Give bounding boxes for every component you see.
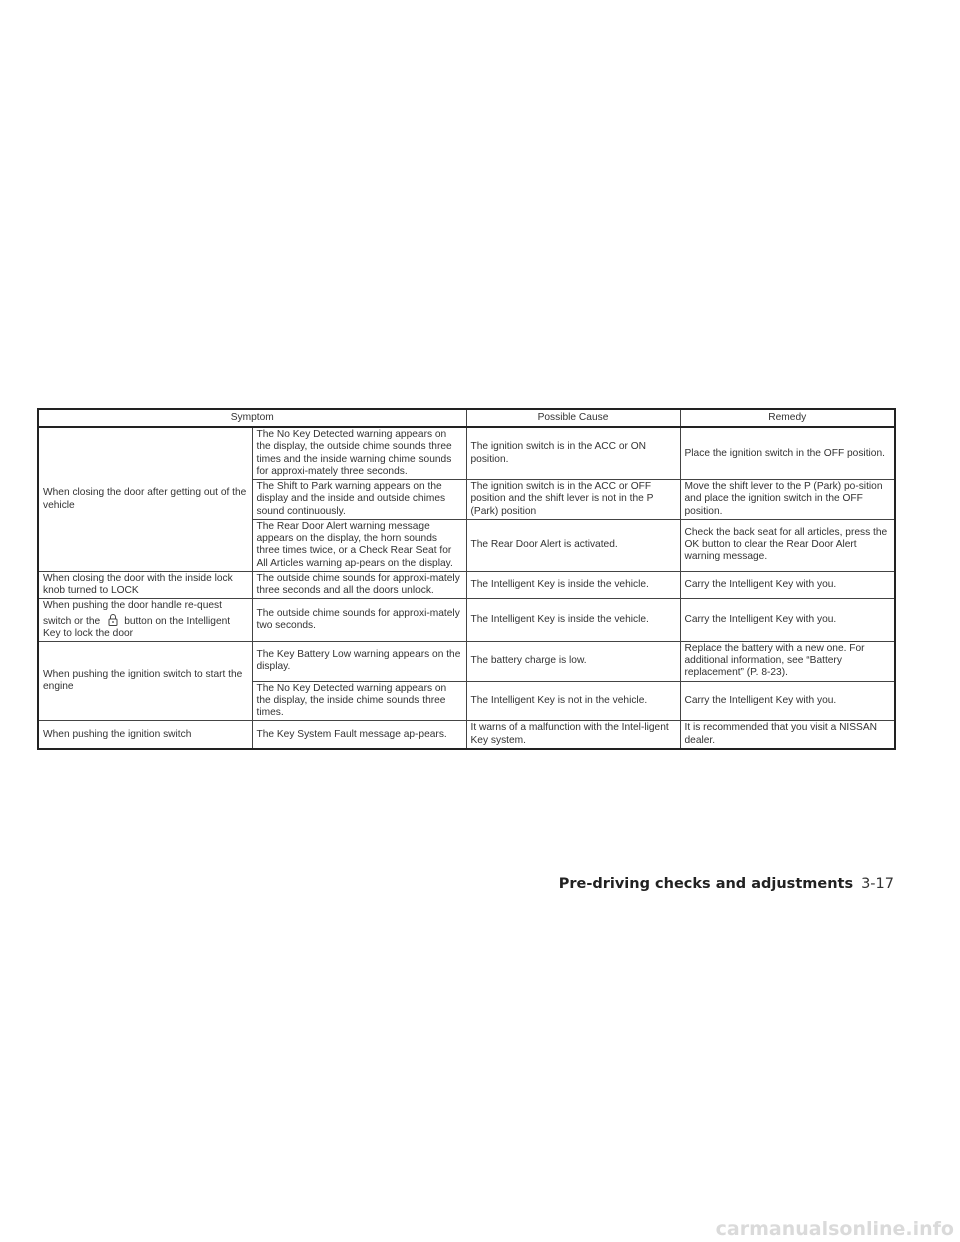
header-possible-cause: Possible Cause <box>466 409 680 427</box>
remedy-cell: It is recommended that you visit a NISSAN dealer. <box>680 721 895 749</box>
page-number: 3-17 <box>861 876 894 892</box>
table-row <box>38 571 895 598</box>
page-footer <box>559 876 894 892</box>
symptom-cell: When pushing the ignition switch to start the engine <box>38 641 252 720</box>
remedy-cell: Carry the Intelligent Key with you. <box>680 571 895 598</box>
cause-cell: The ignition switch is in the ACC or ON position. <box>466 427 680 479</box>
condition-cell: The Shift to Park warning appears on the display and the inside and outside chimes sound continuously. <box>252 480 466 520</box>
remedy-cell: Carry the Intelligent Key with you. <box>680 599 895 642</box>
condition-cell: The No Key Detected warning appears on the display, the inside chime sounds three times. <box>252 681 466 721</box>
section-title: Pre-driving checks and adjustments <box>558 876 854 892</box>
cause-cell: The Intelligent Key is inside the vehicle. <box>466 571 680 598</box>
table-header-row <box>38 409 895 427</box>
cause-cell: The ignition switch is in the ACC or OFF position and the shift lever is not in the P (Park) position <box>466 480 680 520</box>
symptom-text-part2: button on the Intelligent Key to lock the door <box>43 615 231 639</box>
table-row <box>38 721 895 749</box>
condition-cell: The Rear Door Alert warning message appears on the display, the horn sounds three times twice, or a Check Rear Seat for All Articles warning ap-pears on the display. <box>252 519 466 571</box>
symptom-cell: When closing the door after getting out of the vehicle <box>38 427 252 571</box>
cause-cell: It warns of a malfunction with the Intel-ligent Key system. <box>466 721 680 749</box>
condition-cell: The Key System Fault message ap-pears. <box>252 721 466 749</box>
symptom-text-part1: When pushing the door handle re-quest switch or the <box>43 600 222 627</box>
table-row <box>38 599 895 642</box>
table-row <box>38 427 895 479</box>
condition-cell: The Key Battery Low warning appears on the display. <box>252 641 466 681</box>
remedy-cell: Place the ignition switch in the OFF position. <box>680 427 895 479</box>
condition-cell: The outside chime sounds for approxi-mately two seconds. <box>252 599 466 642</box>
symptom-cell: When closing the door with the inside lock knob turned to LOCK <box>38 571 252 598</box>
table-row <box>38 641 895 681</box>
header-symptom: Symptom <box>38 409 466 427</box>
lock-icon <box>108 613 118 626</box>
watermark: carmanualsonline.info <box>715 1218 954 1240</box>
remedy-cell: Replace the battery with a new one. For additional information, see “Battery replacement” (P. 8-23). <box>680 641 895 681</box>
cause-cell: The battery charge is low. <box>466 641 680 681</box>
remedy-cell: Check the back seat for all articles, press the OK button to clear the Rear Door Alert warning message. <box>680 519 895 571</box>
symptom-cell <box>38 599 252 642</box>
condition-cell: The No Key Detected warning appears on the display, the outside chime sounds three times and the inside warning chime sounds for approxi-mately three seconds. <box>252 427 466 479</box>
header-remedy: Remedy <box>680 409 895 427</box>
troubleshooting-table <box>37 408 896 750</box>
cause-cell: The Rear Door Alert is activated. <box>466 519 680 571</box>
remedy-cell: Carry the Intelligent Key with you. <box>680 681 895 721</box>
cause-cell: The Intelligent Key is not in the vehicle. <box>466 681 680 721</box>
condition-cell: The outside chime sounds for approxi-mately three seconds and all the doors unlock. <box>252 571 466 598</box>
symptom-cell: When pushing the ignition switch <box>38 721 252 749</box>
remedy-cell: Move the shift lever to the P (Park) po-sition and place the ignition switch in the OFF position. <box>680 480 895 520</box>
cause-cell: The Intelligent Key is inside the vehicle. <box>466 599 680 642</box>
